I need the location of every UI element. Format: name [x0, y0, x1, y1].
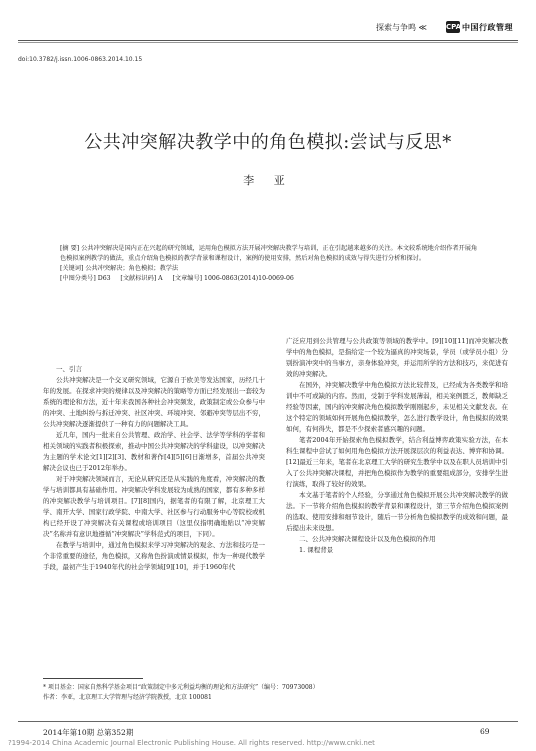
article-no-label: [文章编号]	[172, 275, 203, 282]
section-heading-intro: 一、引言	[56, 365, 82, 373]
keywords	[60, 264, 480, 274]
doi: doi:10.3782/j.issn.1006-0863.2014.10.15	[18, 56, 143, 63]
issue-info: 2014年第10期 总第352期	[43, 728, 134, 737]
classification-line	[60, 274, 480, 284]
clc-value: D63	[97, 275, 111, 282]
footnote-author: 作者：李亚，北京理工大学管理与经济学院教授，北京 100081	[43, 694, 212, 701]
paragraph: 对于冲突解决领域而言，无论从研究还是从实践的角度看，冲突解决的教学与培训都具有基础作用。冲突解决学科发展较为成熟的国家，都有多种多样的冲突解决教学与培训项目。[7][8]国内，据笔者的有限了解，北京理工大学、南开大学、国家行政学院、中南大学、社区参与行动服务中心等院校或机构已经开设了冲突解决有关课程或培训项目（这里仅指明确地贴以“冲突解决”名称并有意识地遵循“冲突解决”学科范式的项目，下同）。	[43, 475, 265, 538]
header-rule	[18, 40, 518, 41]
article-author: 李 亚	[243, 174, 293, 187]
article-no-value: 1006-0863(2014)10-0069-06	[204, 275, 294, 282]
header-rule-thin	[18, 42, 518, 43]
column-name	[376, 22, 427, 33]
page-number: 69	[480, 727, 490, 736]
paragraph: 公共冲突解决是一个交叉研究领域，它源自于欧美等发达国家，历经几十年的发展。在探求冲突的规律以及冲突解决的策略等方面已经发展出一套较为系统的理论和方法，近十年来我国各种社会冲突频发，政策制定或公众参与中的冲突、土地纠纷与拆迁冲突、社区冲突、环境冲突、邻避冲突等层出不穷，公共冲突解决逐渐提供了一种有力的问题解决工具。	[43, 376, 265, 428]
doc-code-label: [文献标识码]	[120, 275, 157, 282]
body-column-left	[43, 364, 265, 573]
footer-rule	[18, 721, 518, 722]
paragraph: 近几年，国内一批来自公共管理、政治学、社会学、法学等学科的学者和相关领域的实践者积极探索，推动中国公共冲突解决的学科建设，以冲突解决为主题的学术论文[1][2][3]、教材和著作[4][5][6]日渐增多，首届公共冲突解决会议也已于2012年举办。	[43, 431, 265, 472]
section-heading-2: 二、公共冲突解决课程设计以及角色模拟的作用	[299, 535, 436, 543]
paragraph: 在国外，冲突解决教学中角色模拟方法比较普及，已经成为各类教学和培训中不可或缺的内容。然而，受制于学科发展薄弱，相关案例匮乏，教师缺乏经验等因素，国内的冲突解决角色模拟教学刚刚起步，未见相关文献发表。在这个特定的领域如何开展角色模拟教学，怎么进行教学设计，角色模拟的效果如何，有何得失，都是不少探索者感兴趣的问题。	[286, 381, 508, 433]
abstract	[60, 244, 480, 264]
doc-code-value: A	[158, 275, 163, 282]
footnote	[43, 683, 503, 703]
journal-logo-text: 中国行政管理	[462, 22, 513, 32]
paragraph: 广泛应用到公共管理与公共政策等领域的教学中。[9][10][11]而冲突解决教学中的角色模拟，是指给定一个较为逼真的冲突场景，学员（或学员小组）分别扮演冲突中的当事方，亲身体验冲突，并运用所学的方法和技巧，来促进有效的冲突解决。	[286, 337, 508, 378]
paragraph: 本文基于笔者的个人经验，分享通过角色模拟开展公共冲突解决教学的做法。下一节将介绍角色模拟的教学背景和课程设计，第三节介绍角色模拟案例的选取、使用安排和细节设计，随后一节分析角色模拟教学的成效和问题，最后提出未来设想。	[286, 491, 508, 532]
article-title: 公共冲突解决教学中的角色模拟:尝试与反思*	[84, 132, 452, 153]
journal-logo	[446, 20, 513, 34]
body-column-right	[286, 336, 508, 556]
footnote-fund: * 项目基金：国家自然科学基金项目“政策制定中多元利益均衡的理论和方法研究”（编号：70973008）	[43, 684, 319, 691]
footnote-rule	[43, 678, 143, 679]
paragraph: 笔者2004年开始探索角色模拟教学，结合利益博弈政策实验方法，在本科生课程中尝试了如何用角色模拟方法开展深层次的利益表达、博弈和协调。[12]最近三年来，笔者在北京理工大学的研究生教学中以及在职人员培训中引入了公共冲突解决课程，并把角色模拟作为教学的重要组成部分，安排学生进行演练，取得了较好的效果。	[286, 436, 508, 488]
abstract-block	[60, 244, 480, 284]
abstract-text: 公共冲突解决是国内正在兴起的研究领域，运用角色模拟方法开展冲突解决教学与培训，正在引起越来越多的关注。本文较系统地介绍作者开展角色模拟案例教学的做法，重点介绍角色模拟的教学背景和课程设计，案例的使用安排，然后对角色模拟的成效与得失进行分析和探讨。	[60, 245, 478, 262]
column-mark: ≪	[418, 23, 427, 32]
clc-label: [中图分类号]	[60, 275, 96, 282]
cnki-watermark: ?1994-2014 China Academic Journal Electronic Publishing House. All rights reserved. http://www.cnki.net	[8, 739, 375, 747]
abstract-label: [摘 要]	[60, 245, 80, 252]
subsection-heading-2-1: 1. 课程背景	[299, 546, 334, 554]
keywords-text: 公共冲突解决；角色模拟；教学法	[85, 265, 179, 272]
keywords-label: [关键词]	[60, 265, 84, 272]
paragraph: 在教学与培训中，通过角色模拟来学习冲突解决的观念、方法和技巧是一个非常重要的途径，角色模拟，又称角色扮演或情景模拟，作为一种现代教学手段，最初产生于1940年代的社会学领域[9][10]，并于1960年代	[43, 541, 265, 571]
column-name-text: 探索与争鸣	[376, 23, 416, 32]
journal-logo-icon: CPA	[446, 23, 462, 31]
